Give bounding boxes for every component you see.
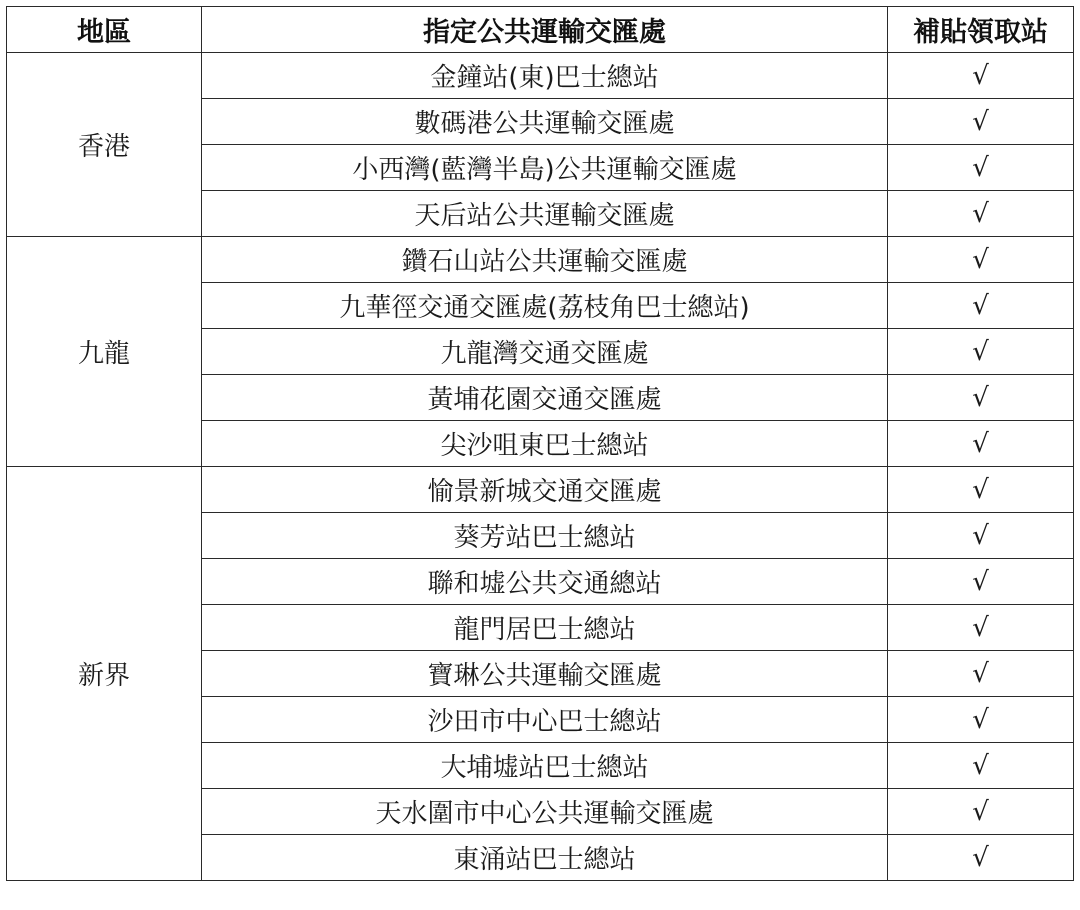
check-mark-icon: √ bbox=[888, 99, 1074, 145]
location-cell: 九龍灣交通交匯處 bbox=[202, 329, 888, 375]
check-mark-icon: √ bbox=[888, 697, 1074, 743]
table-body bbox=[7, 53, 1074, 881]
location-cell: 葵芳站巴士總站 bbox=[202, 513, 888, 559]
header-location: 指定公共運輸交匯處 bbox=[202, 7, 888, 53]
table-row bbox=[7, 467, 1074, 513]
location-cell: 龍門居巴士總站 bbox=[202, 605, 888, 651]
location-cell: 天后站公共運輸交匯處 bbox=[202, 191, 888, 237]
interchange-table bbox=[6, 6, 1074, 881]
region-cell: 新界 bbox=[7, 467, 202, 881]
region-cell: 香港 bbox=[7, 53, 202, 237]
check-mark-icon: √ bbox=[888, 191, 1074, 237]
check-mark-icon: √ bbox=[888, 375, 1074, 421]
check-mark-icon: √ bbox=[888, 237, 1074, 283]
location-cell: 天水圍市中心公共運輸交匯處 bbox=[202, 789, 888, 835]
check-mark-icon: √ bbox=[888, 467, 1074, 513]
table-row bbox=[7, 237, 1074, 283]
check-mark-icon: √ bbox=[888, 743, 1074, 789]
check-mark-icon: √ bbox=[888, 145, 1074, 191]
check-mark-icon: √ bbox=[888, 789, 1074, 835]
check-mark-icon: √ bbox=[888, 559, 1074, 605]
header-row bbox=[7, 7, 1074, 53]
location-cell: 沙田市中心巴士總站 bbox=[202, 697, 888, 743]
check-mark-icon: √ bbox=[888, 53, 1074, 99]
header-region: 地區 bbox=[7, 7, 202, 53]
location-cell: 大埔墟站巴士總站 bbox=[202, 743, 888, 789]
check-mark-icon: √ bbox=[888, 513, 1074, 559]
location-cell: 金鐘站(東)巴士總站 bbox=[202, 53, 888, 99]
location-cell: 聯和墟公共交通總站 bbox=[202, 559, 888, 605]
location-cell: 數碼港公共運輸交匯處 bbox=[202, 99, 888, 145]
check-mark-icon: √ bbox=[888, 283, 1074, 329]
location-cell: 九華徑交通交匯處(荔枝角巴士總站) bbox=[202, 283, 888, 329]
location-cell: 尖沙咀東巴士總站 bbox=[202, 421, 888, 467]
check-mark-icon: √ bbox=[888, 651, 1074, 697]
check-mark-icon: √ bbox=[888, 835, 1074, 881]
location-cell: 寶琳公共運輸交匯處 bbox=[202, 651, 888, 697]
table-header bbox=[7, 7, 1074, 53]
location-cell: 小西灣(藍灣半島)公共運輸交匯處 bbox=[202, 145, 888, 191]
table-row bbox=[7, 53, 1074, 99]
location-cell: 愉景新城交通交匯處 bbox=[202, 467, 888, 513]
location-cell: 東涌站巴士總站 bbox=[202, 835, 888, 881]
region-cell: 九龍 bbox=[7, 237, 202, 467]
header-subsidy: 補貼領取站 bbox=[888, 7, 1074, 53]
check-mark-icon: √ bbox=[888, 329, 1074, 375]
check-mark-icon: √ bbox=[888, 421, 1074, 467]
location-cell: 鑽石山站公共運輸交匯處 bbox=[202, 237, 888, 283]
check-mark-icon: √ bbox=[888, 605, 1074, 651]
location-cell: 黃埔花園交通交匯處 bbox=[202, 375, 888, 421]
